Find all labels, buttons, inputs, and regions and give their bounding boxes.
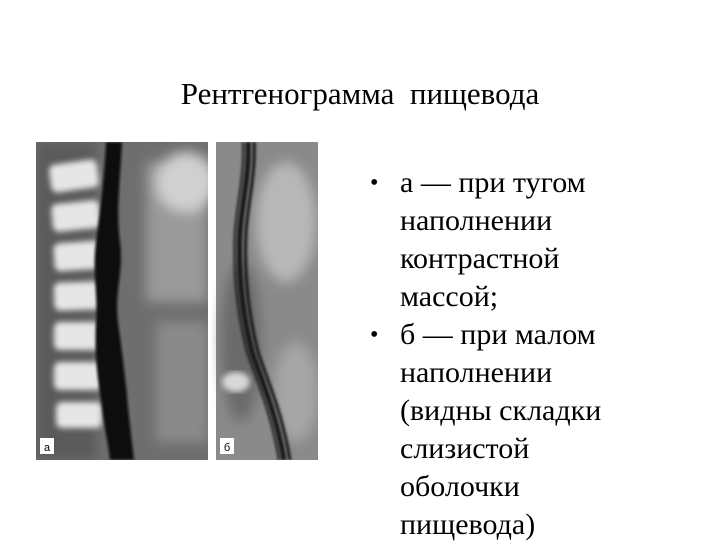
xray-panel-b bbox=[216, 142, 318, 460]
bullet-line: контрастной bbox=[400, 242, 560, 275]
esophagus-xray-image bbox=[36, 142, 318, 460]
bullet-list bbox=[366, 164, 706, 544]
bullet-marker: • bbox=[370, 322, 379, 348]
bullet-line: (видны складки bbox=[400, 394, 602, 427]
slide-title: Рентгенограмма пищевода bbox=[180, 76, 540, 111]
bullet-line: слизистой bbox=[400, 432, 530, 465]
bullet-marker: • bbox=[370, 170, 379, 196]
panel-a-label: а bbox=[43, 442, 51, 454]
bullet-line: пищевода) bbox=[400, 508, 536, 541]
bullet-line: б — при малом bbox=[400, 318, 596, 351]
bullet-line: оболочки bbox=[400, 470, 520, 503]
bullet-item-a bbox=[366, 164, 706, 316]
bullet-line: массой; bbox=[400, 280, 499, 313]
xray-panel-a bbox=[36, 142, 216, 460]
panel-b-label: б bbox=[223, 442, 231, 454]
bullet-line: а — при тугом bbox=[400, 166, 586, 199]
bullet-line: наполнении bbox=[400, 204, 553, 237]
bullet-item-b bbox=[366, 316, 706, 544]
bullet-line: наполнении bbox=[400, 356, 553, 389]
